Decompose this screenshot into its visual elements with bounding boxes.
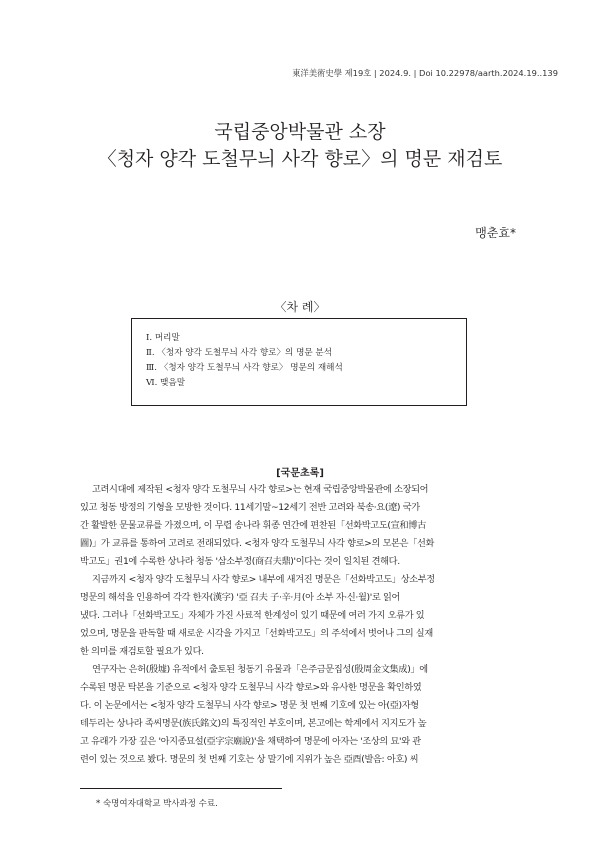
abstract-title: [국문초록] [276,468,324,479]
abstract-line: 박고도」권1에 수록한 상나라 청동 '삼소부정(商召夫鼎)'이다는 것이 일치된 견해다. [80,556,400,567]
toc-item: Ⅱ. 〈청자 양각 도철무늬 사각 향로〉의 명문 분석 [146,348,333,358]
abstract-paragraph [80,571,519,661]
abstract-line: 련이 있는 것으로 봤다. 명문의 첫 번째 기호는 상 말기에 지위가 높은 亞酉(발음: 아호) 씨 [80,754,419,765]
abstract-line: 냈다. 그러나「선화박고도」자체가 가진 사료적 한계성이 있기 때문에 여러 가지 오류가 있 [80,610,425,621]
toc-item: Ⅵ. 맺음말 [146,378,186,388]
footnote-divider [80,788,282,789]
toc-heading: 〈차 례〉 [274,300,326,314]
abstract-line: 연구자는 은허(殷墟) 유적에서 출토된 청동기 유물과「은주금문집성(殷周金文集成)」에 [92,664,428,675]
abstract-line: 수록된 명문 탁본을 기준으로 <청자 양각 도철무늬 사각 향로>와 유사한 명문을 확인하였 [80,682,422,693]
abstract-paragraph [80,481,519,571]
abstract-line: 한 의미를 재검토할 필요가 있다. [80,646,204,657]
abstract-line: 간 활발한 문물교류를 가졌으며, 이 무렵 송나라 휘종 연간에 편찬된「선화박고도(宣和博古 [80,520,426,531]
abstract-line: 테두리는 상나라 족씨명문(族氏銘文)의 특징적인 부호이며, 본고에는 학계에서 지지도가 높 [80,718,427,729]
author-name: 맹춘효* [475,226,516,240]
abstract-line: 지금까지 <청자 양각 도철무늬 사각 향로> 내부에 새겨진 명문은「선화박고도」상소부정 [92,574,435,585]
article-title-line-2: 〈청자 양각 도철무늬 사각 향로〉의 명문 재검토 [97,148,503,170]
abstract-body [80,481,519,769]
toc-list [146,331,343,391]
abstract-line: 고려시대에 제작된 <청자 양각 도철무늬 사각 향로>는 현재 국립중앙박물관에 소장되어 [92,484,429,495]
abstract-line: 명문의 해석을 인용하여 각각 한자(漢字) '亞 召夫 子·辛·月(아 소부 자·신·월)'로 읽어 [80,592,401,603]
toc-item: Ⅰ. 머리말 [146,333,180,343]
article-title-line-1: 국립중앙박물관 소장 [214,121,386,143]
abstract-line: 있고 청동 방정의 기형을 모방한 것이다. 11세기말~12세기 전반 고려와 북송·요(遼) 국가 [80,502,420,513]
abstract-line: 고 유래가 가장 깊은 '아지종묘설(亞字宗廟說)'을 채택하여 명문에 아자는 '조상의 묘'와 관 [80,736,421,747]
toc-item: Ⅲ. 〈청자 양각 도철무늬 사각 향로〉 명문의 재해석 [146,363,343,373]
journal-reference: 東洋美術史學 제19호 | 2024.9. | Doi 10.22978/aarth.2024.19..139 [292,68,558,78]
abstract-paragraph [80,661,519,769]
abstract-line: 다. 이 논문에서는 <청자 양각 도철무늬 사각 향로> 명문 첫 번째 기호에 있는 아(亞)자형 [80,700,419,711]
footnote: * 숙명여자대학교 박사과정 수료. [96,799,218,809]
abstract-line: 었으며, 명문을 판독할 때 새로운 시각을 가지고「선화박고도」의 주석에서 벗어나 그의 실재 [80,628,433,639]
abstract-line: 圖)」가 교류를 통하여 고려로 전래되었다. <청자 양각 도철무늬 사각 향로>의 모본은「선화 [80,538,435,549]
